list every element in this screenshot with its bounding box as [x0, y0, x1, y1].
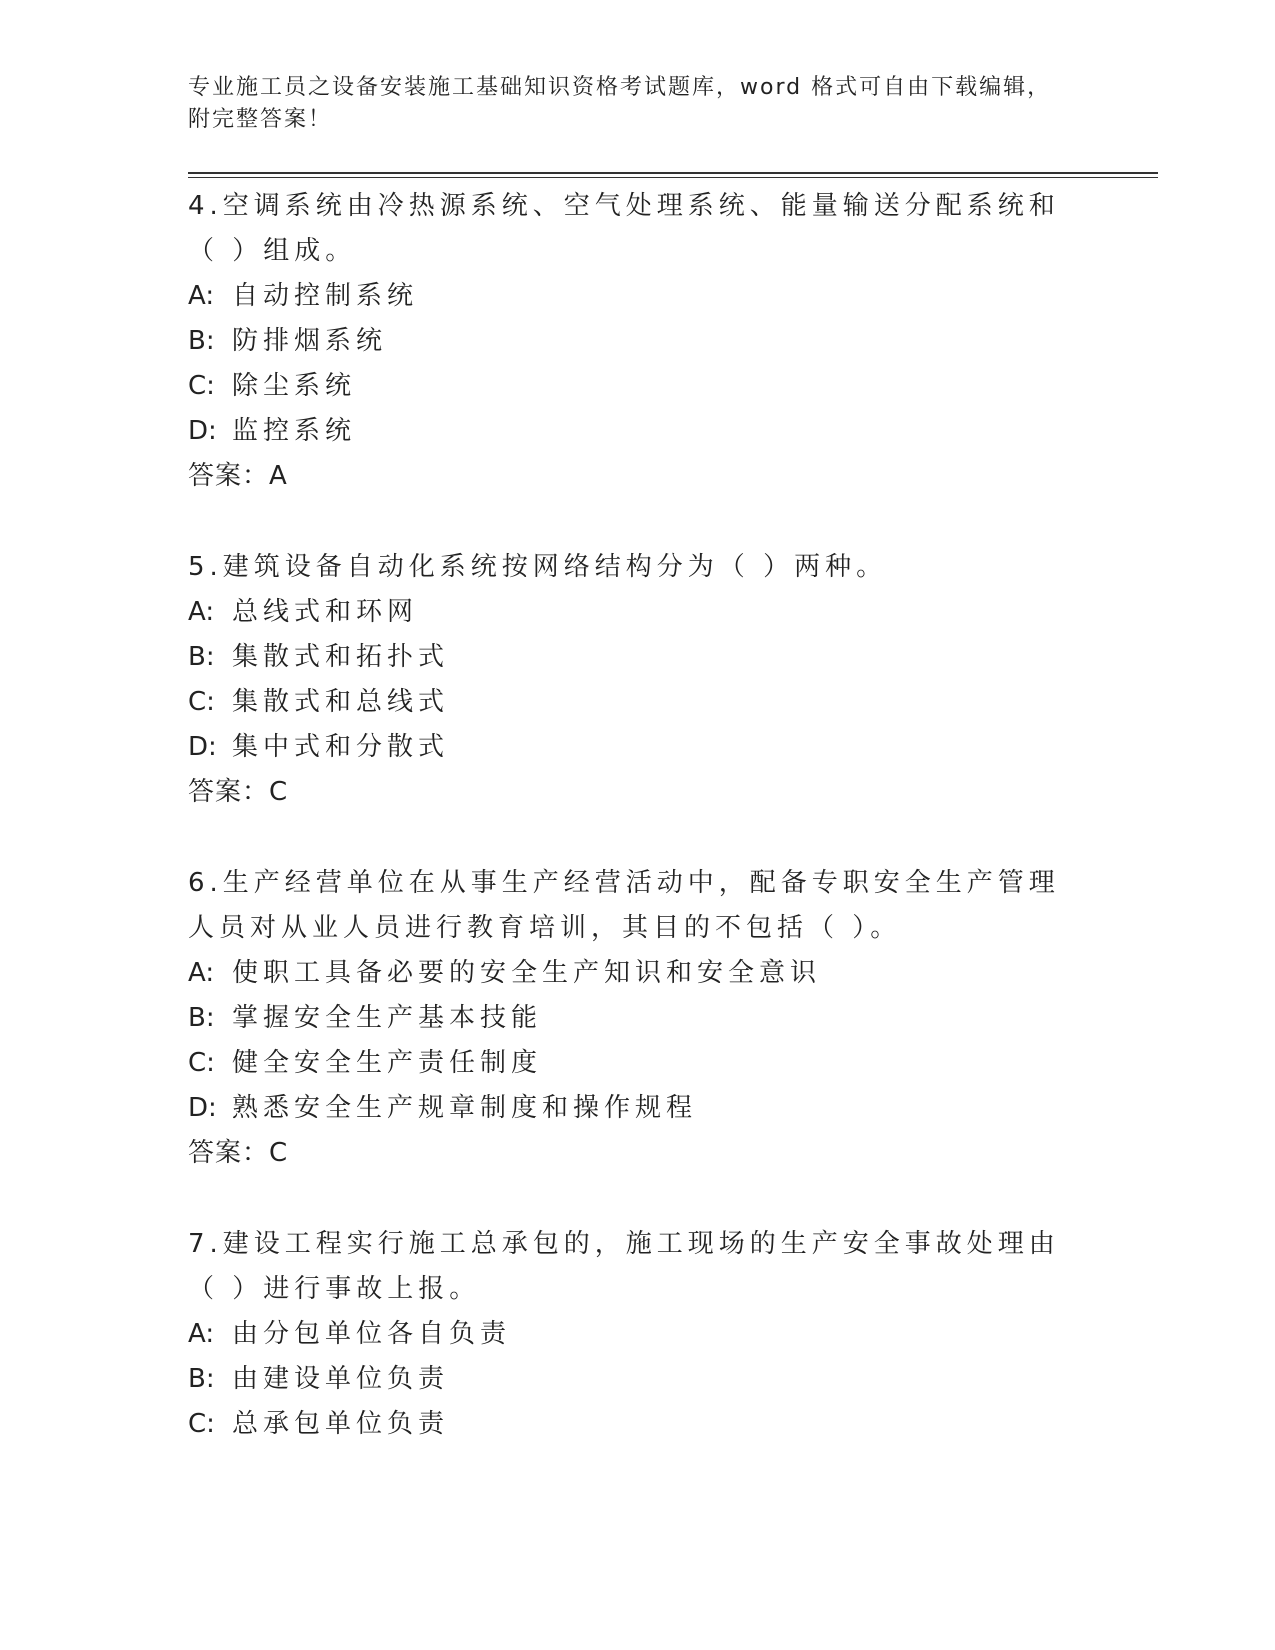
option-text: 总线式和环网 — [232, 597, 419, 627]
option-text: 由分包单位各自负责 — [232, 1319, 512, 1349]
option-letter: A: — [188, 597, 215, 627]
header-line-2: 附完整答案！ — [188, 107, 333, 132]
question-stem: 7.建设工程实行施工总承包的，施工现场的生产安全事故处理由（ ）进行事故上报。 — [188, 1229, 1060, 1304]
option-letter: A: — [188, 1319, 215, 1349]
option-b — [188, 996, 1158, 1041]
option-text: 集中式和分散式 — [232, 732, 450, 762]
question-stem: 4.空调系统由冷热源系统、空气处理系统、能量输送分配系统和（ ）组成。 — [188, 191, 1060, 266]
option-text: 监控系统 — [232, 416, 357, 446]
option-letter: B: — [188, 642, 215, 672]
option-text: 总承包单位负责 — [232, 1409, 450, 1439]
option-a — [188, 274, 1158, 319]
option-text: 掌握安全生产基本技能 — [232, 1003, 543, 1033]
question-5 — [188, 545, 1158, 815]
option-text: 健全安全生产责任制度 — [232, 1048, 543, 1078]
option-a — [188, 1312, 1158, 1357]
option-letter: A: — [188, 958, 215, 988]
question-7 — [188, 1222, 1158, 1447]
question-4 — [188, 184, 1158, 499]
option-letter: C: — [188, 1048, 215, 1078]
option-letter: B: — [188, 1003, 215, 1033]
document-page — [188, 72, 1158, 1493]
option-letter: D: — [188, 1093, 217, 1123]
header-divider — [188, 172, 1158, 178]
option-letter: B: — [188, 326, 215, 356]
question-6 — [188, 861, 1158, 1176]
option-c — [188, 680, 1158, 725]
option-b — [188, 319, 1158, 364]
option-text: 集散式和拓扑式 — [232, 642, 450, 672]
option-a — [188, 590, 1158, 635]
option-c — [188, 1041, 1158, 1086]
option-text: 防排烟系统 — [232, 326, 388, 356]
option-d — [188, 409, 1158, 454]
answer-line: 答案：A — [188, 461, 288, 491]
answer-line: 答案：C — [188, 1138, 289, 1168]
option-letter: D: — [188, 732, 217, 762]
option-c — [188, 1402, 1158, 1447]
question-list — [188, 184, 1158, 1447]
option-letter: A: — [188, 281, 215, 311]
option-letter: D: — [188, 416, 217, 446]
option-text: 自动控制系统 — [232, 281, 419, 311]
document-header — [188, 72, 1068, 136]
option-letter: B: — [188, 1364, 215, 1394]
option-letter: C: — [188, 687, 215, 717]
header-line-1: 专业施工员之设备安装施工基础知识资格考试题库，word 格式可自由下载编辑， — [188, 75, 1052, 100]
option-b — [188, 1357, 1158, 1402]
option-c — [188, 364, 1158, 409]
option-letter: C: — [188, 371, 215, 401]
option-d — [188, 725, 1158, 770]
option-d — [188, 1086, 1158, 1131]
option-text: 由建设单位负责 — [232, 1364, 450, 1394]
option-text: 集散式和总线式 — [232, 687, 450, 717]
option-b — [188, 635, 1158, 680]
option-text: 熟悉安全生产规章制度和操作规程 — [232, 1093, 698, 1123]
option-letter: C: — [188, 1409, 215, 1439]
answer-line: 答案：C — [188, 777, 289, 807]
question-stem: 6.生产经营单位在从事生产经营活动中，配备专职安全生产管理人员对从业人员进行教育培训，其目的不包括（ ）。 — [188, 868, 1060, 943]
option-a — [188, 951, 1158, 996]
option-text: 使职工具备必要的安全生产知识和安全意识 — [232, 958, 822, 988]
option-text: 除尘系统 — [232, 371, 357, 401]
question-stem: 5.建筑设备自动化系统按网络结构分为（ ）两种。 — [188, 552, 888, 582]
